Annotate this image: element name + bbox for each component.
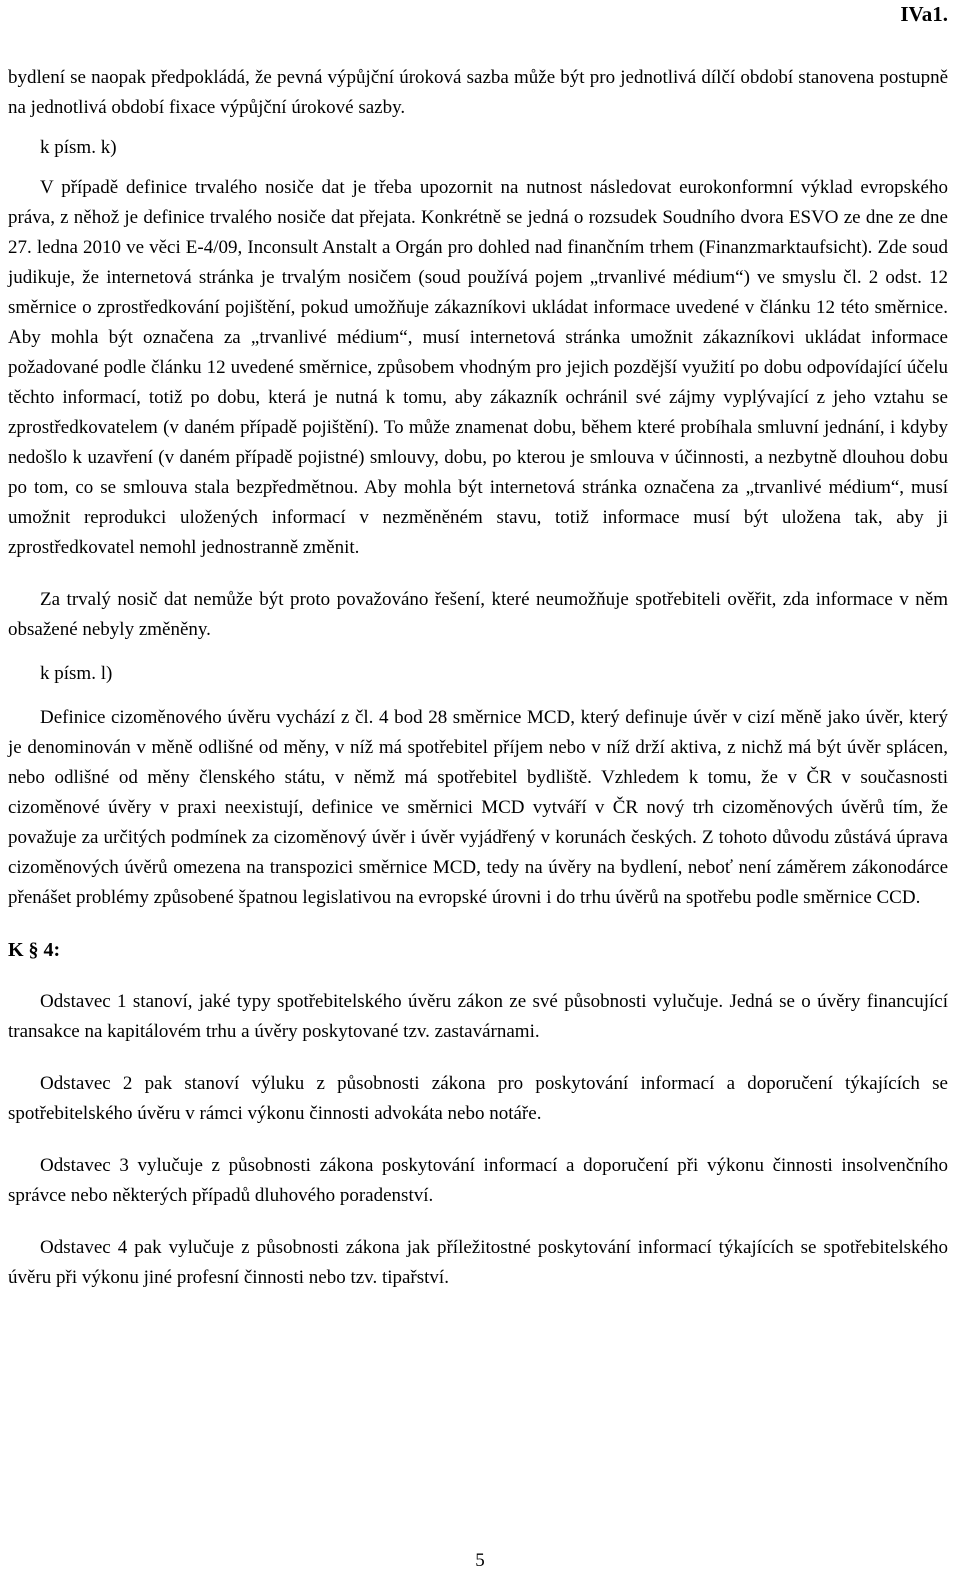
paragraph-continuation: bydlení se naopak předpokládá, že pevná výpůjční úroková sazba může být pro jednotlivá dílčí období stanovena postupně na jednotlivá období fixace výpůjční úrokové sazby.	[8, 67, 948, 118]
paragraph-durable-medium-conclusion: Za trvalý nosič dat nemůže být proto považováno řešení, které neumožňuje spotřebiteli ověřit, zda informace v něm obsažené nebyly změněny.	[8, 589, 948, 640]
paragraph-foreign-currency-credit: Definice cizoměnového úvěru vychází z čl. 4 bod 28 směrnice MCD, který definuje úvěr v cizí měně jako úvěr, který je denominován v měně odlišné od měny, v níž má spotřebitel příjem nebo v níž drží aktiva, z nichž má být úvěr splácen, nebo odlišné od měny členského státu, v němž má spotřebitel bydliště. Vzhledem k tomu, že v ČR v současnosti cizoměnové úvěry v praxi neexistují, definice ve směrnici MCD vytváří v ČR nový trh cizoměnových úvěrů tím, že považuje za určitých podmínek za cizoměnový úvěr i úvěr vyjádřený v korunách českých. Z tohoto důvodu zůstává úprava cizoměnových úvěrů omezena na transpozici směrnice MCD, tedy na úvěry na bydlení, neboť není záměrem zákonodárce přenášet problémy způsobené špatnou legislativou na evropské úrovni i do trhu úvěrů na spotřebu podle směrnice CCD.	[8, 707, 948, 908]
subsection-label-k: k písm. k)	[40, 137, 117, 158]
paragraph-clause-2: Odstavec 2 pak stanoví výluku z působnosti zákona pro poskytování informací a doporučení týkajících se spotřebitelského úvěru v rámci výkonu činnosti advokáta nebo notáře.	[8, 1073, 948, 1124]
paragraph-clause-4: Odstavec 4 pak vylučuje z působnosti zákona jak příležitostné poskytování informací týkajících se spotřebitelského úvěru při výkonu jiné profesní činnosti nebo tzv. tipařství.	[8, 1237, 948, 1288]
section-heading: K § 4:	[8, 939, 61, 961]
paragraph-durable-medium: V případě definice trvalého nosiče dat je třeba upozornit na nutnost následovat eurokonformní výklad evropského práva, z něhož je definice trvalého nosiče dat přejata. Konkrétně se jedná o rozsudek Soudního dvora ESVO ze dne ze dne 27. ledna 2010 ve věci E-4/09, Inconsult Anstalt a Orgán pro dohled nad finančním trhem (Finanzmarktaufsicht). Zde soud judikuje, že internetová stránka je trvalým nosičem (soud používá pojem „trvanlivé médium“) ve smyslu čl. 2 odst. 12 směrnice o zprostředkování pojištění, pokud umožňuje zákazníkovi ukládat informace uvedené v článku 12 této směrnice. Aby mohla být označena za „trvanlivé médium“, musí internetová stránka umožnit zákazníkovi ukládat informace požadované podle článku 12 uvedené směrnice, způsobem vhodným pro jejich pozdější využití po dobu odpovídající účelu těchto informací, totiž po dobu, která je nutná k tomu, aby zákazník ochránil své zájmy vyplývající z jeho vztahu se zprostředkovatelem (v daném případě pojištění). To může znamenat dobu, během které probíhala smluvní jednání, i kdyby nedošlo k uzavření (v daném případě pojistné) smlouvy, dobu, po kterou je smlouva v účinnosti, a nezbytně dlouhou dobu po tom, co se smlouva stala bezpředmětnou. Aby mohla být internetová stránka označena za „trvanlivé médium“, musí umožnit reprodukci uložených informací v nezměněném stavu, totiž informace musí být uložena tak, aby ji zprostředkovatel nemohl jednostranně změnit.	[8, 177, 948, 558]
page-label: IVa1.	[900, 2, 948, 26]
document-body	[8, 63, 948, 1293]
paragraph-clause-3: Odstavec 3 vylučuje z působnosti zákona poskytování informací a doporučení při výkonu činnosti insolvenčního správce nebo některých případů dluhového poradenství.	[8, 1155, 948, 1206]
paragraph-clause-1: Odstavec 1 stanoví, jaké typy spotřebitelského úvěru zákon ze své působnosti vylučuje. Jedná se o úvěry financující transakce na kapitálovém trhu a úvěry poskytované tzv. zastavárnami.	[8, 991, 948, 1042]
page-number: 5	[475, 1550, 485, 1571]
subsection-label-l: k písm. l)	[40, 663, 113, 684]
